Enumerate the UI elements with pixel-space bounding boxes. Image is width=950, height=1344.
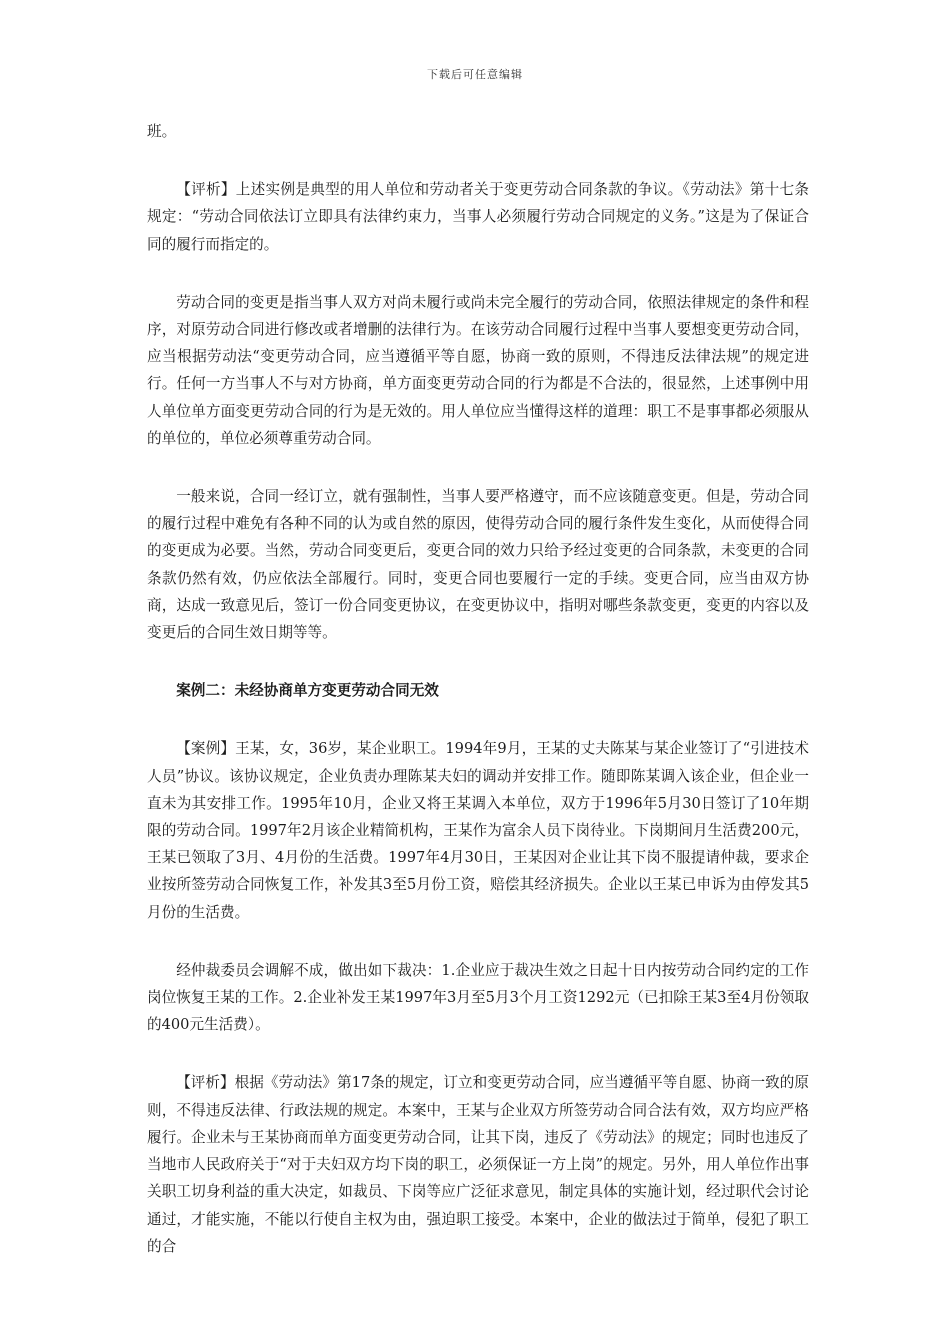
paragraph-analysis-1: 【评析】上述实例是典型的用人单位和劳动者关于变更劳动合同条款的争议。《劳动法》第十七条规定：“劳动合同依法订立即具有法律约束力，当事人必须履行劳动合同规定的义务。”这是为了保证合同的履行而指定的。 <box>147 181 809 253</box>
paragraph-contract-change-general: 一般来说，合同一经订立，就有强制性，当事人要严格遵守，而不应该随意变更。但是，劳动合同的履行过程中难免有各种不同的认为或自然的原因，使得劳动合同的履行条件发生变化，从而使得合同的变更成为必要。当然，劳动合同变更后，变更合同的效力只给予经过变更的合同条款，未变更的合同条款仍然有效，仍应依法全部履行。同时，变更合同也要履行一定的手续。变更合同，应当由双方协商，达成一致意见后，签订一份合同变更协议，在变更协议中，指明对哪些条款变更，变更的内容以及变更后的合同生效日期等等。 <box>147 488 809 642</box>
paragraph-contract-change-definition: 劳动合同的变更是指当事人双方对尚未履行或尚未完全履行的劳动合同，依照法律规定的条件和程序，对原劳动合同进行修改或者增删的法律行为。在该劳动合同履行过程中当事人要想变更劳动合同，应当根据劳动法“变更劳动合同，应当遵循平等自愿，协商一致的原则，不得违反法律法规”的规定进行。任何一方当事人不与对方协商，单方面变更劳动合同的行为都是不合法的，很显然，上述事例中用人单位单方面变更劳动合同的行为是无效的。用人单位应当懂得这样的道理：职工不是事事都必须服从的单位的，单位必须尊重劳动合同。 <box>147 293 809 447</box>
paragraph-analysis-2: 【评析】根据《劳动法》第17条的规定，订立和变更劳动合同，应当遵循平等自愿、协商一致的原则，不得违反法律、行政法规的规定。本案中，王某与企业双方所签劳动合同合法有效，双方均应严格履行。企业未与王某协商而单方面变更劳动合同，让其下岗，违反了《劳动法》的规定；同时也违反了当地市人民政府关于“对于夫妇双方均下岗的职工，必须保证一方上岗”的规定。另外，用人单位作出事关职工切身利益的重大决定，如裁员、下岗等应广泛征求意见，制定具体的实施计划，经过职代会讨论通过，才能实施，不能以行使自主权为由，强迫职工接受。本案中，企业的做法过于简单，侵犯了职工的合 <box>147 1074 809 1255</box>
page-header: 下载后可任意编辑 <box>427 68 523 81</box>
section-heading-case-2: 案例二：未经协商单方变更劳动合同无效 <box>176 682 439 700</box>
paragraph-arbitration-ruling: 经仲裁委员会调解不成，做出如下裁决：1.企业应于裁决生效之日起十日内按劳动合同约定的工作岗位恢复王某的工作。2.企业补发王某1997年3月至5月3个月工资1292元（已扣除王某3至4月份领取的400元生活费）。 <box>147 961 809 1034</box>
paragraph-case-2-facts: 【案例】王某，女，36岁，某企业职工。1994年9月，王某的丈夫陈某与某企业签订了“引进技术人员”协议。该协议规定，企业负责办理陈某夫妇的调动并安排工作。随即陈某调入该企业，但企业一直未为其安排工作。1995年10月，企业又将王某调入本单位，双方于1996年5月30日签订了10年期限的劳动合同。1997年2月该企业精简机构，王某作为富余人员下岗待业。下岗期间月生活费200元，王某已领取了3月、4月份的生活费。1997年4月30日，王某因对企业让其下岗不服提请仲裁，要求企业按所签劳动合同恢复工作，补发其3至5月份工资，赔偿其经济损失。企业以王某已申诉为由停发其5月份的生活费。 <box>147 740 809 921</box>
paragraph-continuation: 班。 <box>147 123 177 140</box>
document-body <box>147 118 809 1291</box>
